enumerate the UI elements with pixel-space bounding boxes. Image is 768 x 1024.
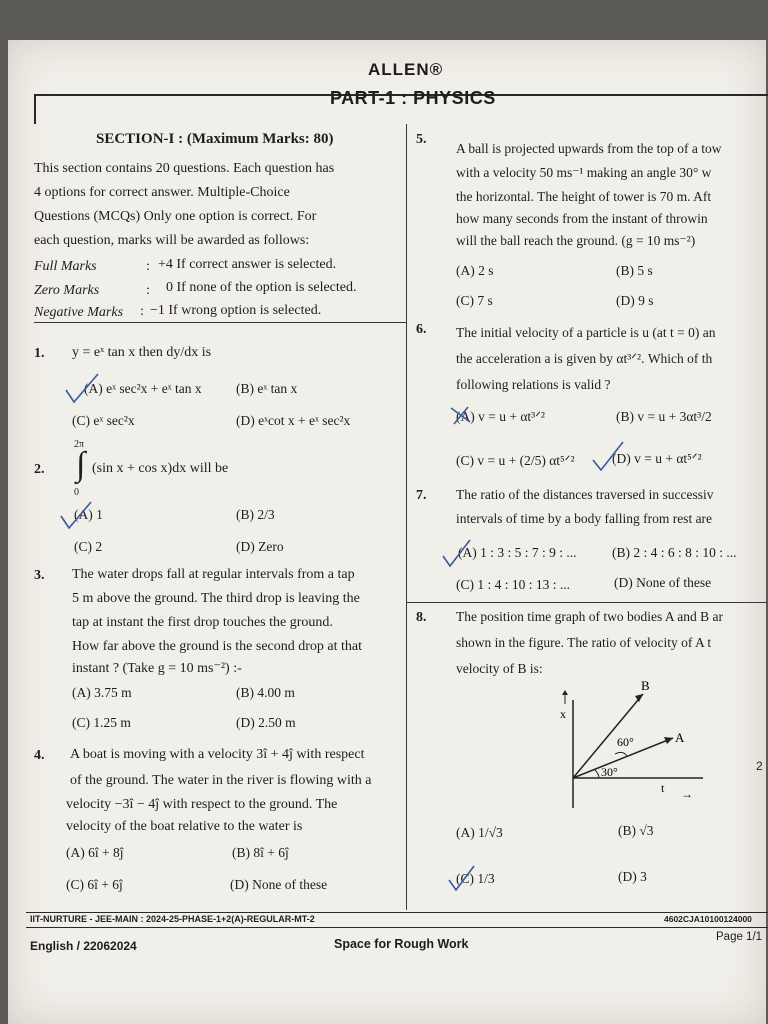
marks-label: Full Marks xyxy=(34,259,97,274)
handwritten-cross-mark xyxy=(448,404,474,426)
option-b[interactable]: (B) eˣ tan x xyxy=(236,381,298,396)
handwritten-tick-mark xyxy=(62,372,102,406)
question-line: intervals of time by a body falling from rest are xyxy=(456,511,713,526)
option-a[interactable]: (A) 1 : 3 : 5 : 7 : 9 : ... xyxy=(458,545,577,560)
option-c[interactable]: (C) eˣ sec²x xyxy=(72,413,135,428)
option-a[interactable]: (A) 3.75 m xyxy=(72,685,132,700)
option-d[interactable]: (D) v = u + αt⁵ᐟ² xyxy=(612,451,702,466)
option-b[interactable]: (B) v = u + 3αt³/2 xyxy=(616,409,712,424)
integral-upper-limit: 2π xyxy=(74,439,85,450)
question-number: 2. xyxy=(34,462,45,477)
option-b[interactable]: (B) √3 xyxy=(618,823,654,838)
angle-label-top: 60° xyxy=(617,735,634,749)
question-line: 5 m above the ground. The third drop is leaving the xyxy=(72,591,360,606)
marks-value: 0 If none of the option is selected. xyxy=(166,280,357,295)
section-intro-line: This section contains 20 questions. Each question has xyxy=(34,161,335,176)
angle-arc-bottom xyxy=(595,770,599,778)
line-b-label: B xyxy=(641,680,650,693)
question-line: of the ground. The water in the river is flowing with a xyxy=(70,773,372,788)
question-line: how many seconds from the instant of throwin xyxy=(456,211,708,226)
question-number: 1. xyxy=(34,346,45,361)
handwritten-tick-mark xyxy=(440,538,472,570)
handwritten-tick-mark xyxy=(590,440,626,474)
option-a[interactable]: (A) 2 s xyxy=(456,263,494,278)
option-d[interactable]: (D) 9 s xyxy=(616,293,654,308)
question-line: shown in the figure. The ratio of velocity of A t xyxy=(456,635,712,650)
section-intro-line: 4 options for correct answer. Multiple-Choice xyxy=(34,185,290,200)
option-c[interactable]: (C) 6î + 6ĵ xyxy=(66,877,123,892)
question-line: How far above the ground is the second drop at that xyxy=(72,639,363,654)
question-line: the acceleration a is given by αt³ᐟ². Which of th xyxy=(456,351,713,366)
integral-sign: ∫ xyxy=(76,446,86,483)
section-intro-line: each question, marks will be awarded as follows: xyxy=(34,233,310,248)
question-line: velocity of B is: xyxy=(456,661,543,676)
question-line: A boat is moving with a velocity 3î + 4ĵ with respect xyxy=(70,747,365,762)
question-line: with a velocity 50 ms⁻¹ making an angle 30° w xyxy=(456,165,712,180)
position-time-diagram xyxy=(545,680,705,810)
rough-work-label: Space for Rough Work xyxy=(334,937,469,951)
axis-y-label: x xyxy=(560,707,566,721)
option-b[interactable]: (B) 5 s xyxy=(616,263,653,278)
t-axis-arrow-icon: → xyxy=(681,787,693,801)
language-date: English / 22062024 xyxy=(30,939,137,953)
option-a[interactable]: (A) 1/√3 xyxy=(456,825,503,840)
question-line: tap at instant the first drop touches the ground. xyxy=(72,615,333,630)
section-divider xyxy=(34,322,406,323)
option-c[interactable]: (C) 1.25 m xyxy=(72,715,131,730)
option-b[interactable]: (B) 4.00 m xyxy=(236,685,295,700)
marks-value: −1 If wrong option is selected. xyxy=(150,303,322,318)
section-intro-line: Questions (MCQs) Only one option is correct. For xyxy=(34,209,317,224)
question-stem: (sin x + cos x)dx will be xyxy=(92,461,229,476)
angle-label-bottom: 30° xyxy=(601,765,618,779)
question-number: 4. xyxy=(34,748,45,763)
handwritten-tick-mark xyxy=(58,500,94,532)
question-number: 7. xyxy=(416,488,427,503)
option-d[interactable]: (D) eˣcot x + eˣ sec²x xyxy=(236,413,351,428)
option-d[interactable]: (D) 2.50 m xyxy=(236,715,296,730)
option-c[interactable]: (C) 1/3 xyxy=(456,871,495,886)
question-number: 8. xyxy=(416,610,427,625)
paper-code: 4602CJA10100124000 xyxy=(664,914,752,924)
edge-mark: 2 xyxy=(756,759,763,773)
option-d[interactable]: (D) None of these xyxy=(614,575,712,590)
option-c[interactable]: (C) v = u + (2/5) αt⁵ᐟ² xyxy=(456,453,575,468)
question-line: velocity of the boat relative to the water is xyxy=(66,819,303,834)
question-number: 6. xyxy=(416,322,427,337)
question-divider xyxy=(406,602,766,603)
question-number: 3. xyxy=(34,568,45,583)
marks-sep: : xyxy=(146,283,150,298)
option-c[interactable]: (C) 2 xyxy=(74,539,103,554)
arrow-b-icon xyxy=(635,694,643,702)
question-line: The initial velocity of a particle is u (at t = 0) an xyxy=(456,325,716,340)
option-b[interactable]: (B) 8î + 6ĵ xyxy=(232,845,289,860)
question-number: 5. xyxy=(416,132,427,147)
option-d[interactable]: (D) 3 xyxy=(618,869,647,884)
marks-sep: : xyxy=(140,304,144,319)
brand-logo: ALLEN® xyxy=(368,60,444,79)
question-line: following relations is valid ? xyxy=(456,377,611,392)
marks-label: Negative Marks xyxy=(34,305,124,320)
question-line: The position time graph of two bodies A and B ar xyxy=(456,609,723,624)
question-line: A ball is projected upwards from the top of a tow xyxy=(456,141,722,156)
option-c[interactable]: (C) 7 s xyxy=(456,293,493,308)
option-a[interactable]: (A) eˣ sec²x + eˣ tan x xyxy=(84,381,202,396)
option-a[interactable]: (A) v = u + αt³ᐟ² xyxy=(456,409,545,424)
option-b[interactable]: (B) 2 : 4 : 6 : 8 : 10 : ... xyxy=(612,545,737,560)
exam-code: IIT-NURTURE - JEE-MAIN : 2024-25-PHASE-1+2(A)-REGULAR-MT-2 xyxy=(30,914,315,924)
page-number: Page 1/1 xyxy=(716,931,763,943)
marks-label: Zero Marks xyxy=(34,283,100,298)
handwritten-tick-mark xyxy=(446,864,476,894)
option-b[interactable]: (B) 2/3 xyxy=(236,507,275,522)
question-line: The water drops fall at regular intervals from a tap xyxy=(72,567,355,582)
angle-arc-top xyxy=(615,752,627,756)
question-line: will the ball reach the ground. (g = 10 ms⁻²) xyxy=(456,233,696,248)
section-title: SECTION-I : (Maximum Marks: 80) xyxy=(96,131,334,147)
question-line: velocity −3î − 4ĵ with respect to the ground. The xyxy=(66,797,338,812)
option-d[interactable]: (D) Zero xyxy=(236,539,284,554)
question-line: instant ? (Take g = 10 ms⁻²) :- xyxy=(72,661,242,676)
part-title: PART-1 : PHYSICS xyxy=(330,88,496,108)
line-a-label: A xyxy=(675,730,685,745)
marks-sep: : xyxy=(146,259,150,274)
option-a[interactable]: (A) 1 xyxy=(74,507,103,522)
question-line: The ratio of the distances traversed in successiv xyxy=(456,487,714,502)
x-axis-arrowhead-icon xyxy=(562,690,568,695)
option-a[interactable]: (A) 6î + 8ĵ xyxy=(66,845,124,860)
option-c[interactable]: (C) 1 : 4 : 10 : 13 : ... xyxy=(456,577,570,592)
option-d[interactable]: (D) None of these xyxy=(230,877,328,892)
column-divider xyxy=(406,124,407,910)
marks-value: +4 If correct answer is selected. xyxy=(158,257,337,272)
axis-x-label: t xyxy=(661,781,665,795)
integral-lower-limit: 0 xyxy=(74,487,79,498)
question-stem: y = eˣ tan x then dy/dx is xyxy=(72,345,212,360)
question-line: the horizontal. The height of tower is 70 m. Aft xyxy=(456,189,712,204)
